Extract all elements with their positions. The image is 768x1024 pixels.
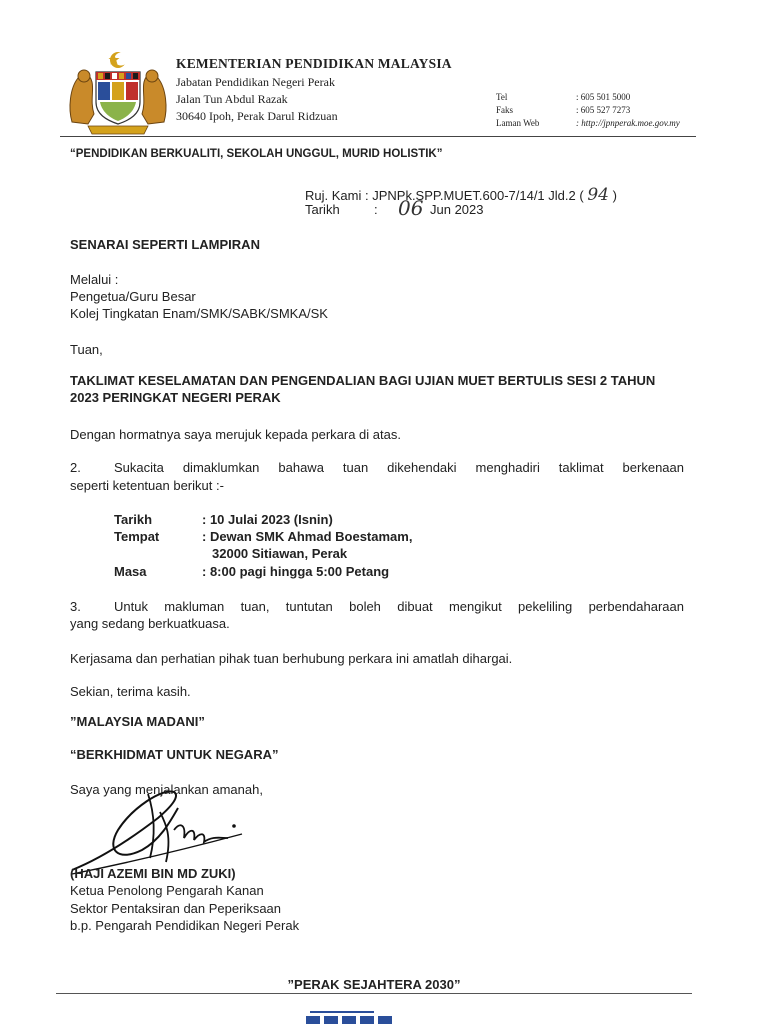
via-line-1: Pengetua/Guru Besar [70,289,196,304]
signatory-title-1: Ketua Penolong Pengarah Kanan [70,883,264,898]
website-label: Laman Web [496,118,540,128]
paragraph-3-line-1: Untuk makluman tuan, tuntutan boleh dibuat mengikut pekeliling perbendaharaan [114,599,684,614]
paragraph-2-line-2: seperti ketentuan berikut :- [70,478,224,493]
trust-statement: Saya yang menjalankan amanah, [70,782,263,797]
paragraph-1: Dengan hormatnya saya merujuk kepada perkara di atas. [70,427,401,442]
paragraph-4: Kerjasama dan perhatian pihak tuan berhubung perkara ini amatlah dihargai. [70,651,513,666]
fax-value: : 605 527 7273 [576,105,631,115]
ministry-name: KEMENTERIAN PENDIDIKAN MALAYSIA [176,56,452,71]
signatory-title-3: b.p. Pengarah Pendidikan Negeri Perak [70,918,300,933]
letter-subject: TAKLIMAT KESELAMATAN DAN PENGENDALIAN BAGI UJIAN MUET BERTULIS SESI 2 TAHUN 2023 PERINGKAT NEGERI PERAK [70,373,656,405]
date-day-wrapper [398,196,423,220]
reference-number-handwritten: 94 [587,185,609,205]
detail-venue-value-2: 32000 Sitiawan, Perak [212,546,348,561]
tel-label: Tel [496,92,508,102]
tel-value: : 605 501 5000 [576,92,631,102]
signatory-name: (HAJI AZEMI BIN MD ZUKI) [70,866,236,881]
detail-time-value: : 8:00 pagi hingga 5:00 Petang [202,564,390,579]
reference-label: Ruj. Kami [305,188,362,203]
reference-value: : JPNPk.SPP.MUET.600-7/14/1 Jld.2 ( [364,188,584,203]
detail-venue-label: Tempat [114,529,160,544]
signatory-title-2: Sektor Pentaksiran dan Peperiksaan [70,901,282,916]
slogan-malaysia-madani: ”MALAYSIA MADANI” [70,714,205,729]
paragraph-3-line-2: yang sedang berkuatkuasa. [70,616,230,631]
department-name: Jabatan Pendidikan Negeri Perak [176,75,335,89]
footer-slogan: ”PERAK SEJAHTERA 2030” [287,977,461,992]
footer-logo-icon [306,1010,416,1024]
detail-venue-value: : Dewan SMK Ahmad Boestamam, [202,529,413,544]
via-label: Melalui : [70,272,119,287]
reference-close-paren: ) [612,188,617,203]
education-motto: “PENDIDIKAN BERKUALITI, SEKOLAH UNGGUL, MURID HOLISTIK” [70,148,443,160]
address-street: Jalan Tun Abdul Razak [176,92,288,106]
paragraph-2-line-1: Sukacita dimaklumkan bahawa tuan dikehendaki menghadiri taklimat berkenaan [114,460,684,475]
slogan-berkhidmat: “BERKHIDMAT UNTUK NEGARA” [70,747,279,762]
date-line [305,202,340,217]
paragraph-3-number: 3. [70,599,81,614]
date-month-year: Jun 2023 [430,202,484,217]
fax-label: Faks [496,105,514,115]
address-city: 30640 Ipoh, Perak Darul Ridzuan [176,109,338,123]
detail-date-label: Tarikh [114,512,153,527]
via-line-2: Kolej Tingkatan Enam/SMK/SABK/SMKA/SK [70,306,328,321]
recipient-heading: SENARAI SEPERTI LAMPIRAN [70,237,260,252]
header-divider [60,136,696,137]
paragraph-2-number: 2. [70,460,81,475]
detail-time-label: Masa [114,564,147,579]
salutation: Tuan, [70,342,103,357]
date-colon: : [374,202,378,217]
closing: Sekian, terima kasih. [70,684,191,699]
footer-divider [56,993,692,994]
website-link[interactable]: : http://jpnperak.moe.gov.my [576,118,680,128]
detail-date-value: : 10 Julai 2023 (Isnin) [202,512,333,527]
coat-of-arms-icon [64,50,172,136]
date-day-handwritten: 06 [398,196,424,220]
date-label: Tarikh [305,202,340,217]
